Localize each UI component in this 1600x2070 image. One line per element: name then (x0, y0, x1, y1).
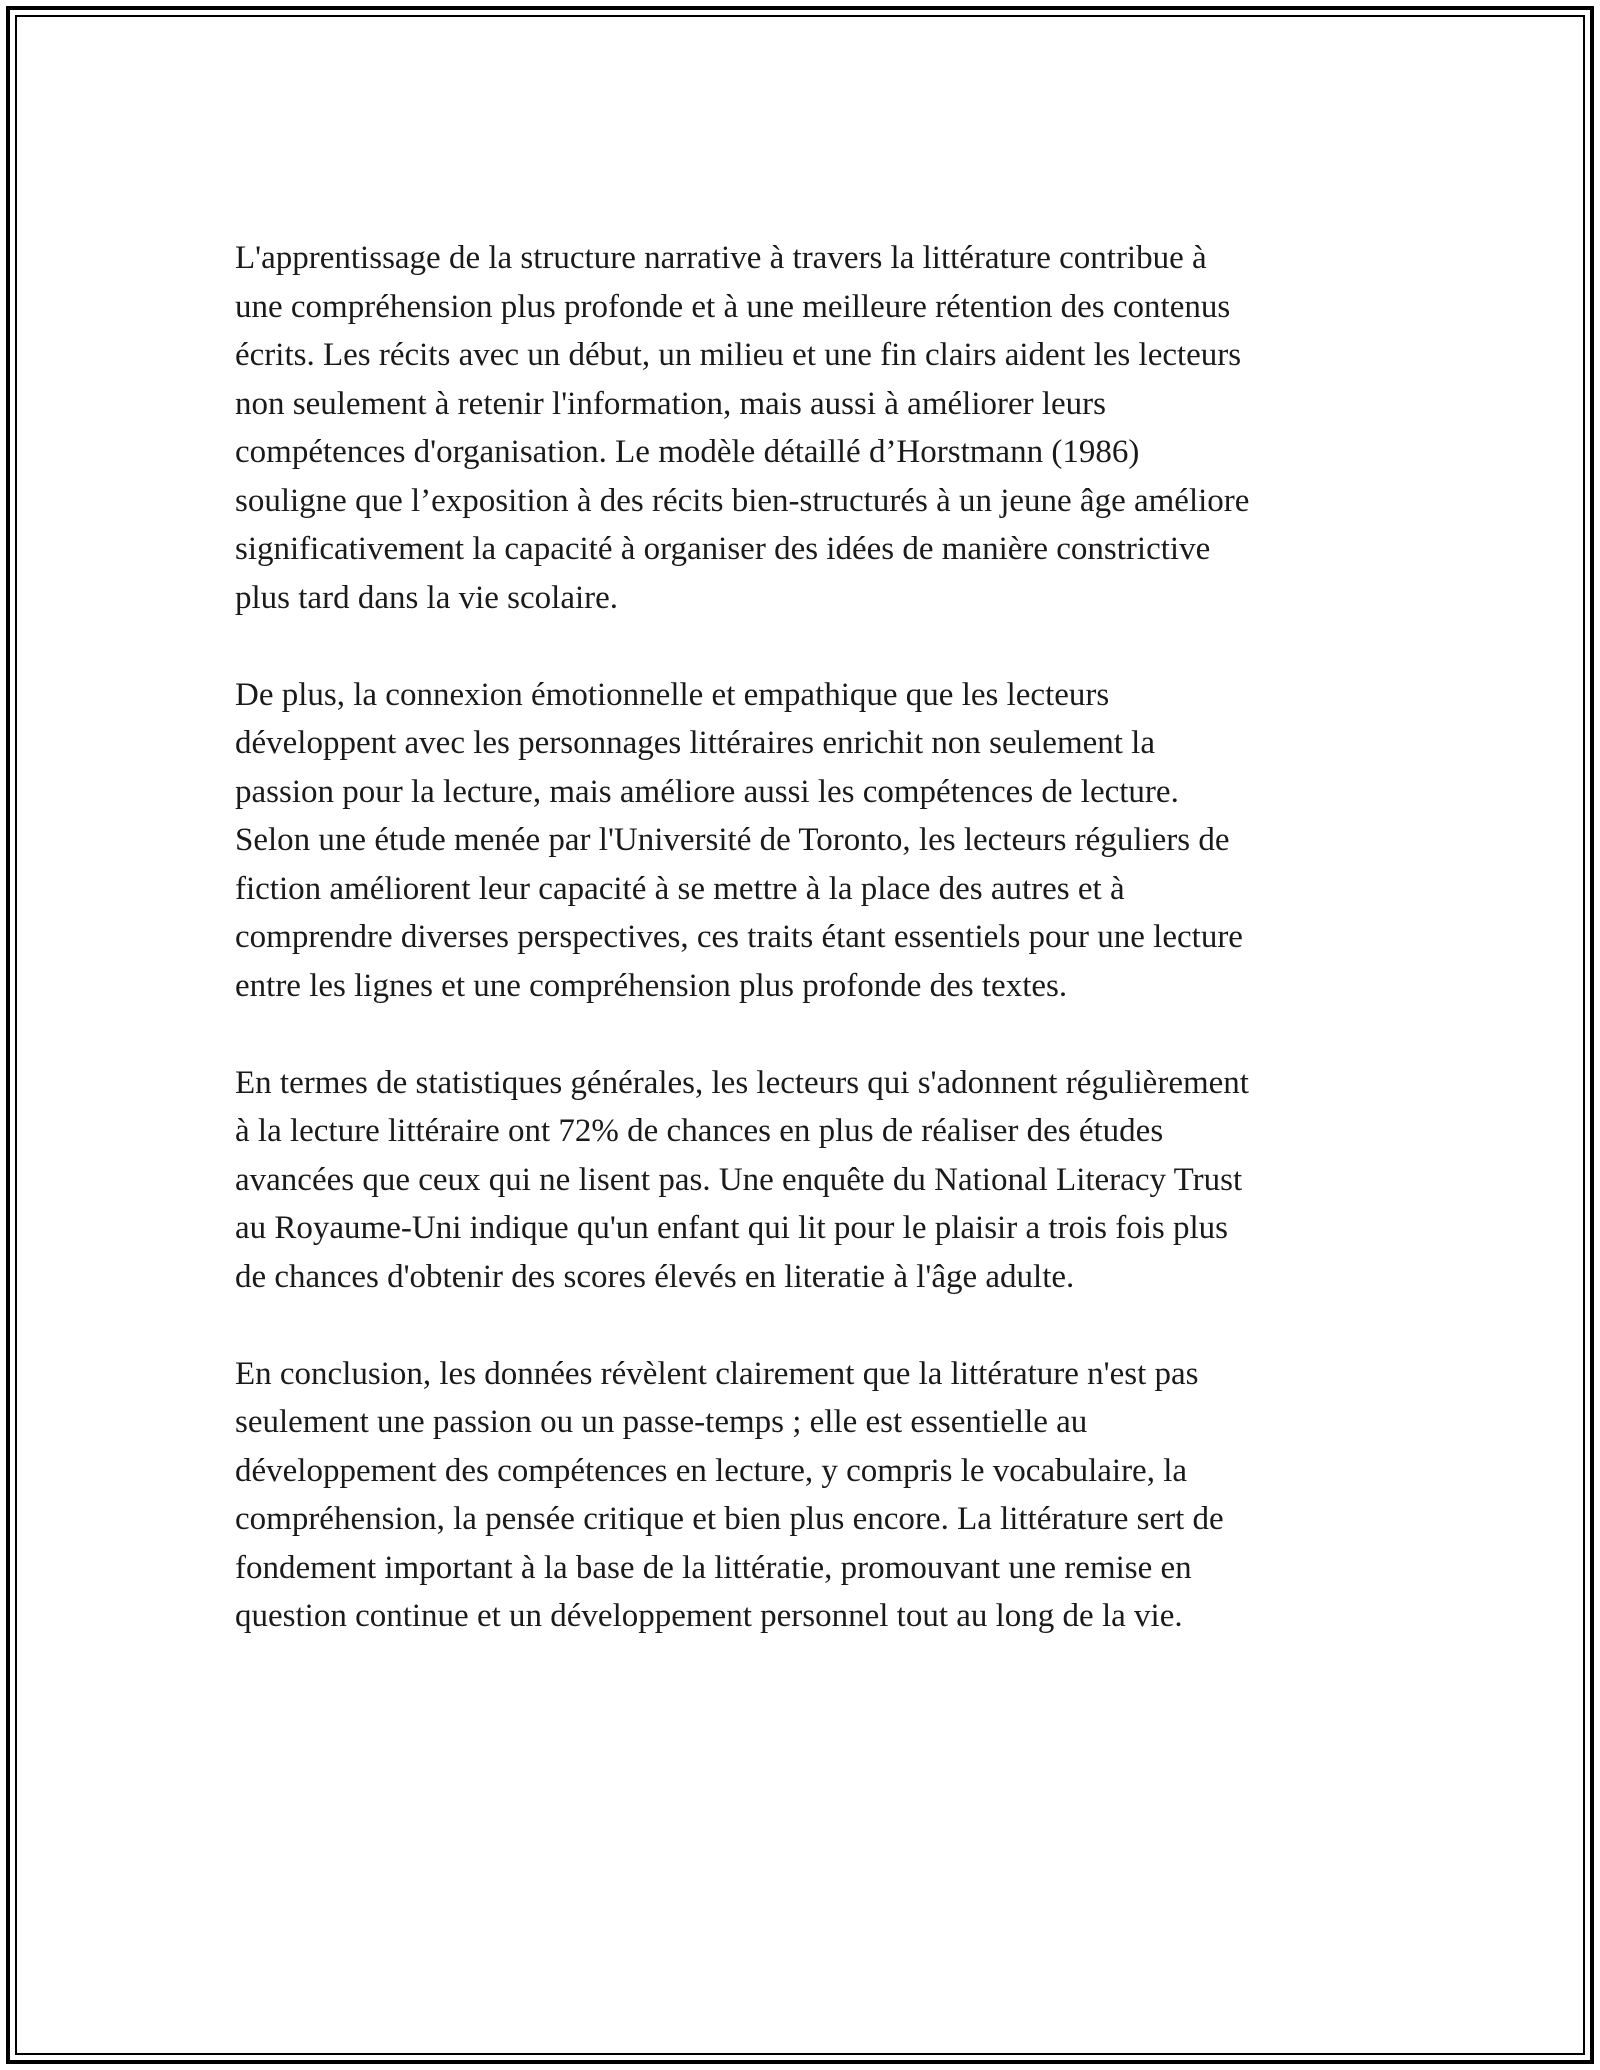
paragraph-conclusion: En conclusion, les données révèlent clairement que la littérature n'est pas seulement une passion ou un passe-temps ; elle est essentielle au développement des compétences en lecture, y compris le vocabulaire, la compréhension, la pensée critique et bien plus encore. La littérature sert de fondement important à la base de la littératie, promouvant une remise en question continue et un développement personnel tout au long de la vie. (235, 1355, 1224, 1634)
paragraph-statistics: En termes de statistiques générales, les lecteurs qui s'adonnent régulièrement à la lecture littéraire ont 72% de chances en plus de réaliser des études avancées que ceux qui ne lisent pas. Une enquête du National Literacy Trust au Royaume-Uni indique qu'un enfant qui lit pour le plaisir a trois fois plus de chances d'obtenir des scores élevés en literatie à l'âge adulte. (235, 1064, 1249, 1295)
paragraph-narrative-structure: L'apprentissage de la structure narrative à travers la littérature contribue à une compréhension plus profonde et à une meilleure rétention des contenus écrits. Les récits avec un début, un milieu et une fin clairs aident les lecteurs non seulement à retenir l'information, mais aussi à améliorer leurs compétences d'organisation. Le modèle détaillé d’Horstmann (1986) souligne que l’exposition à des récits bien-structurés à un jeune âge améliore significativement la capacité à organiser des idées de manière constrictive plus tard dans la vie scolaire. (235, 240, 1250, 616)
paragraph-empathy: De plus, la connexion émotionnelle et empathique que les lecteurs développent avec les personnages littéraires enrichit non seulement la passion pour la lecture, mais améliore aussi les compétences de lecture. Selon une étude menée par l'Université de Toronto, les lecteurs réguliers de fiction améliorent leur capacité à se mettre à la place des autres et à comprendre diverses perspectives, ces traits étant essentiels pour une lecture entre les lignes et une compréhension plus profonde des textes. (235, 676, 1243, 1004)
document-body (235, 234, 1375, 1689)
